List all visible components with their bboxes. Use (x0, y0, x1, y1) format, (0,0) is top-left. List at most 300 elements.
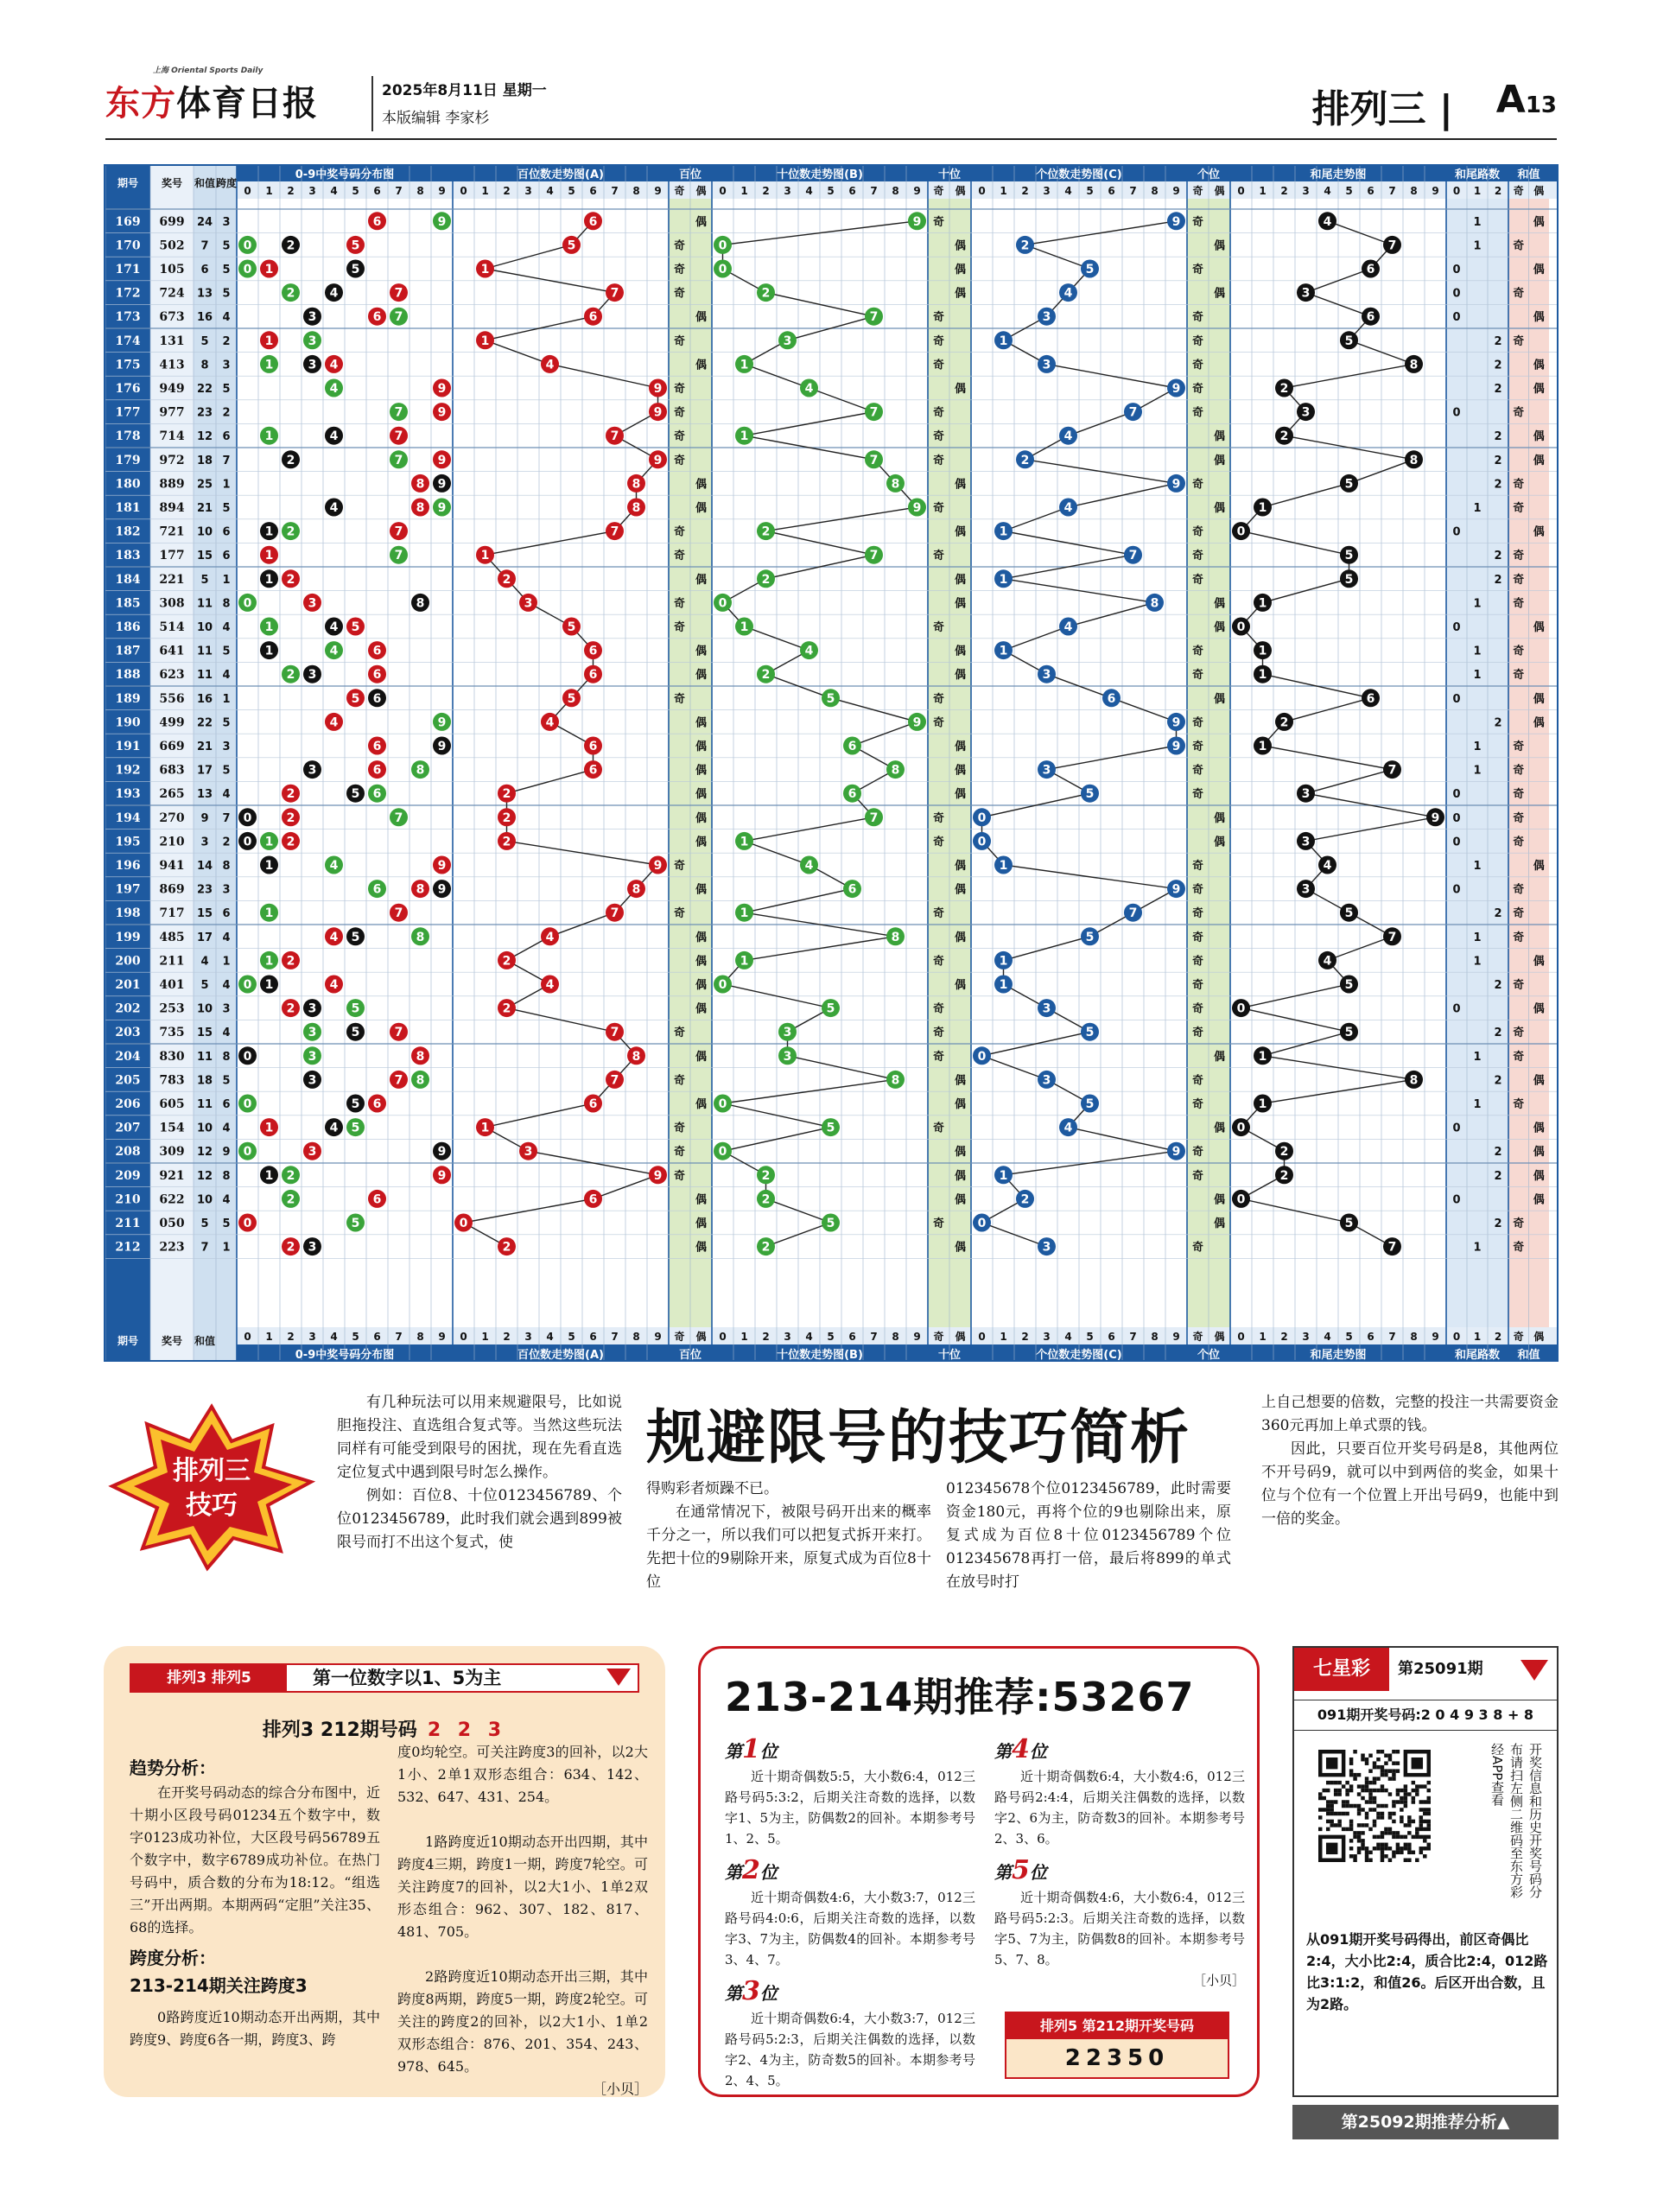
tens-ball-label: 0 (718, 978, 727, 992)
qr-module (1396, 1843, 1400, 1847)
distribution-ball-label: 5 (351, 1001, 360, 1016)
winning-number: 223 (159, 1240, 185, 1255)
tens-ball-label: 0 (718, 238, 727, 253)
tens-parity: 偶 (954, 239, 967, 253)
winning-number: 735 (159, 1026, 185, 1040)
distribution-ball-label: 4 (329, 644, 339, 658)
qr-module (1357, 1792, 1361, 1796)
tens-parity: 奇 (932, 334, 945, 348)
sum-tail-route: 1 (1473, 764, 1482, 778)
distribution-ball-label: 1 (264, 954, 274, 969)
qr-module (1381, 1831, 1384, 1834)
qr-module (1423, 1800, 1426, 1803)
qr-module (1412, 1835, 1415, 1839)
distribution-ball-label: 3 (308, 1240, 317, 1255)
distribution-ball-label: 2 (286, 1168, 295, 1183)
sum-tail-ball-label: 7 (1387, 930, 1397, 944)
span-route-1-text: 1路跨度近10期动态开出四期，其中跨度4三期，跨度1一期，跨度7轮空。可关注跨度7的回补，以2大1小、1单2双形态组合：962、307、182、817、481、705。 (397, 1834, 648, 1940)
sum-tail-route: 0 (1452, 525, 1461, 539)
position-5-block (994, 1856, 1245, 1991)
column-digit-label: 4 (805, 185, 813, 197)
span-value: 6 (222, 907, 231, 921)
qr-module (1337, 1781, 1341, 1784)
ones-parity: 奇 (1191, 979, 1204, 992)
footer-group-title: 十位 (937, 1349, 962, 1362)
ones-parity: 奇 (1191, 955, 1204, 969)
tens-ball-label: 0 (718, 596, 727, 611)
ones-parity: 奇 (1191, 788, 1204, 802)
qr-module (1404, 1800, 1407, 1803)
qr-module (1376, 1765, 1380, 1769)
tens-ball-label: 9 (912, 214, 922, 229)
winning-number: 724 (159, 286, 185, 301)
column-digit-label: 6 (1367, 185, 1374, 197)
sum-value: 5 (200, 573, 209, 587)
position-heading-prefix: 第 (725, 1983, 742, 2004)
qr-module (1381, 1789, 1384, 1792)
ones-parity: 偶 (1213, 1217, 1226, 1230)
footer-group-title: 百位数走势图(A) (517, 1349, 604, 1362)
column-digit-label: 5 (352, 185, 359, 197)
ones-parity: 奇 (1191, 1098, 1204, 1111)
span-value: 4 (222, 979, 231, 992)
tens-parity: 偶 (954, 860, 967, 873)
distribution-ball-label: 1 (264, 429, 274, 444)
column-digit-label: 1 (1473, 185, 1482, 197)
tens-ball-label: 0 (718, 1097, 727, 1111)
span-value: 4 (222, 1122, 231, 1135)
issue-number: 212 (115, 1240, 141, 1255)
distribution-ball-label: 3 (308, 358, 317, 372)
issue-number: 183 (115, 549, 141, 563)
hundreds-parity: 奇 (673, 383, 686, 396)
sum-parity: 奇 (1513, 550, 1525, 563)
column-digit-label: 奇 (933, 185, 944, 197)
tens-ball-label: 8 (891, 930, 900, 944)
article-column-1 (337, 1391, 622, 1554)
distribution-ball-label: 2 (286, 238, 295, 253)
qr-module (1342, 1812, 1345, 1815)
qr-module (1407, 1792, 1411, 1796)
distribution-ball-label: 8 (416, 882, 425, 897)
hundreds-ball-label: 5 (567, 238, 576, 253)
column-digit-label: 6 (373, 1331, 381, 1343)
section-title: 排列三 | (1311, 87, 1453, 131)
winning-number: 556 (159, 691, 185, 706)
column-digit-label: 2 (287, 1331, 295, 1343)
winning-number: 669 (159, 740, 185, 753)
ones-parity: 奇 (1191, 573, 1204, 587)
qr-module (1407, 1851, 1411, 1854)
sum-tail-route: 2 (1494, 454, 1502, 467)
qr-module (1396, 1761, 1400, 1764)
distribution-ball-label: 9 (437, 405, 447, 420)
qr-module (1392, 1835, 1395, 1839)
tens-ball-label: 7 (869, 549, 879, 563)
distribution-ball-label: 0 (243, 1217, 252, 1230)
qr-module (1353, 1750, 1356, 1753)
ones-ball-label: 5 (1085, 1026, 1095, 1040)
hundreds-parity: 奇 (673, 692, 686, 706)
distribution-ball-label: 7 (394, 810, 403, 825)
qr-module (1419, 1808, 1423, 1811)
qr-module (1427, 1820, 1431, 1823)
sum-value: 11 (196, 669, 213, 683)
hundreds-ball-label: 2 (502, 810, 511, 825)
ones-ball-label: 9 (1171, 214, 1181, 229)
issue-number: 210 (115, 1192, 141, 1207)
ones-ball-label: 4 (1063, 429, 1073, 444)
qr-module (1361, 1831, 1364, 1834)
header-group-title: 和值 (1517, 168, 1540, 181)
ones-ball-label: 0 (977, 1217, 987, 1230)
sum-parity: 偶 (1533, 454, 1545, 467)
tens-parity: 偶 (954, 645, 967, 658)
sum-tail-ball-label: 5 (1344, 572, 1354, 587)
qr-module (1368, 1769, 1372, 1772)
qr-module (1368, 1781, 1372, 1784)
distribution-ball-label: 1 (264, 334, 274, 348)
ones-parity: 奇 (1191, 1146, 1204, 1160)
distribution-ball-label: 9 (437, 1145, 447, 1160)
column-digit-label: 1 (265, 185, 273, 197)
ones-ball-label: 7 (1128, 906, 1138, 921)
header-group-title: 和尾走势图 (1310, 168, 1367, 181)
column-digit-label: 奇 (674, 1331, 685, 1343)
distribution-ball-label: 7 (394, 1026, 403, 1040)
position-heading-prefix: 第 (725, 1862, 742, 1883)
trend-analysis-heading: 趋势分析： (130, 1758, 216, 1778)
distribution-ball-label: 3 (308, 1049, 317, 1064)
sum-parity: 奇 (1513, 645, 1525, 658)
qr-module (1368, 1800, 1372, 1803)
ones-ball-label: 1 (999, 1168, 1008, 1183)
winning-number: 413 (159, 358, 185, 372)
distribution-ball-label: 8 (416, 763, 425, 778)
distribution-ball-label: 6 (372, 1192, 382, 1207)
article-badge (104, 1400, 320, 1573)
hundreds-parity: 奇 (673, 264, 686, 276)
qr-module (1373, 1781, 1376, 1784)
distribution-ball-label: 2 (286, 668, 295, 683)
qr-code-icon[interactable] (1318, 1750, 1431, 1862)
qr-module (1345, 1800, 1349, 1803)
tens-ball-label: 0 (718, 1145, 727, 1160)
sum-tail-ball-label: 5 (1344, 549, 1354, 563)
position-5-text: 近十期奇偶数4:6，大小数6:4，012三路号码5:2:3。后期关注奇数的选择，以数字5、7为主，防偶数8的回补。本期参考号5、7、8。 (994, 1890, 1245, 1967)
qr-module (1384, 1854, 1387, 1858)
qr-module (1318, 1827, 1322, 1831)
distribution-ball-label: 4 (329, 429, 339, 444)
qr-module (1373, 1820, 1376, 1823)
span-value: 4 (222, 669, 231, 683)
tens-ball-label: 5 (826, 1001, 835, 1016)
tens-parity: 偶 (954, 883, 967, 897)
distribution-ball-label: 6 (372, 740, 382, 753)
position-4-block (994, 1735, 1245, 1849)
hundreds-ball-label: 2 (502, 787, 511, 802)
tens-parity: 偶 (954, 1146, 967, 1160)
column-digit-label: 7 (1388, 185, 1396, 197)
column-digit-label: 9 (1172, 185, 1180, 197)
page-number (1496, 78, 1557, 122)
column-digit-label: 2 (1280, 185, 1288, 197)
distribution-ball-label: 3 (308, 1145, 317, 1160)
ones-ball-label: 1 (999, 524, 1008, 539)
qr-module (1322, 1789, 1325, 1792)
tens-ball-label: 1 (740, 954, 749, 969)
column-digit-label: 奇 (674, 185, 685, 197)
qr-module (1376, 1758, 1380, 1761)
hundreds-ball-label: 6 (588, 214, 598, 229)
qr-module (1337, 1812, 1341, 1815)
qr-module (1357, 1808, 1361, 1811)
distribution-ball-label: 1 (264, 1121, 274, 1135)
column-digit-label: 0 (244, 185, 251, 197)
hundreds-ball-label: 2 (502, 954, 511, 969)
qr-module (1407, 1820, 1411, 1823)
hundreds-ball-label: 4 (545, 358, 555, 372)
winning-number: 869 (159, 882, 185, 897)
distribution-ball-label: 8 (416, 1049, 425, 1064)
sum-parity: 偶 (1533, 383, 1545, 396)
distribution-ball-label: 2 (286, 835, 295, 849)
hundreds-parity: 奇 (673, 406, 686, 420)
tens-ball-label: 3 (783, 1049, 792, 1064)
column-digit-label: 3 (784, 1331, 791, 1343)
sum-value: 5 (200, 979, 209, 992)
qr-module (1381, 1773, 1384, 1777)
qr-module (1381, 1815, 1384, 1819)
issue-number: 180 (115, 477, 141, 492)
article-paragraph: 因此，只要百位开奖号码是8，其他两位不开号码9，就可以中到两倍的奖金，如果十位与个位有一个位置上开出号码9，也能中到一倍的奖金。 (1261, 1440, 1559, 1528)
column-digit-label: 7 (1129, 1331, 1137, 1343)
column-digit-label: 1 (1000, 1331, 1007, 1343)
winning-number: 717 (159, 906, 185, 921)
qr-module (1392, 1750, 1395, 1753)
badge-text-2: 技巧 (186, 1491, 238, 1521)
hundreds-parity: 偶 (695, 788, 708, 802)
column-digit-label: 奇 (933, 1331, 944, 1343)
recommendation-title: 213-214期推荐:53267 (725, 1674, 1195, 1720)
distribution-ball-label: 0 (243, 263, 252, 276)
ones-ball-label: 1 (999, 978, 1008, 992)
span-value: 8 (222, 597, 231, 611)
ones-ball-label: 1 (999, 644, 1008, 658)
sum-tail-ball-label: 5 (1344, 906, 1354, 921)
tens-parity: 奇 (932, 1217, 945, 1230)
hundreds-parity: 偶 (695, 955, 708, 969)
tens-parity: 奇 (932, 836, 945, 849)
qxc-analysis: 从091期开奖号码得出，前区奇偶比2:4，大小比2:4，质合比2:4，012路比3:1:2，和值26。后区开出合数，且为2路。 (1306, 1931, 1548, 2012)
column-digit-label: 3 (1302, 1331, 1310, 1343)
issue-number: 189 (115, 691, 141, 706)
qr-module (1384, 1847, 1387, 1850)
issue-number: 196 (115, 859, 141, 873)
hundreds-parity: 偶 (695, 1098, 708, 1111)
hundreds-ball-label: 9 (653, 859, 663, 873)
tens-ball-label: 1 (740, 906, 749, 921)
qr-module (1373, 1789, 1376, 1792)
qr-module (1396, 1769, 1400, 1772)
issue-number: 179 (115, 453, 141, 467)
qr-module (1361, 1847, 1364, 1850)
ones-ball-label: 4 (1063, 1121, 1073, 1135)
qr-module (1407, 1843, 1411, 1847)
qr-module (1419, 1784, 1423, 1788)
sum-tail-route: 2 (1494, 1027, 1502, 1040)
ones-ball-label: 0 (977, 1049, 987, 1064)
sum-value: 14 (196, 860, 213, 873)
sum-tail-route: 0 (1452, 287, 1461, 301)
sum-tail-route: 0 (1452, 692, 1461, 706)
issue-number: 190 (115, 715, 141, 730)
sum-tail-route: 2 (1494, 907, 1502, 921)
qr-module (1349, 1789, 1353, 1792)
tens-ball-label: 8 (891, 763, 900, 778)
sum-parity: 奇 (1513, 287, 1525, 301)
sum-tail-ball-label: 7 (1387, 763, 1397, 778)
sum-tail-ball-label: 5 (1344, 1217, 1354, 1230)
trend-chart-svg (105, 166, 1559, 1362)
column-digit-label: 偶 (1533, 1331, 1545, 1343)
qr-module (1404, 1796, 1407, 1800)
tens-parity: 奇 (932, 907, 945, 921)
qr-module (1419, 1823, 1423, 1827)
qr-module (1326, 1781, 1330, 1784)
hundreds-ball-label: 8 (632, 882, 641, 897)
sum-parity: 奇 (1513, 907, 1525, 921)
sum-tail-route: 0 (1452, 883, 1461, 897)
tens-parity: 偶 (954, 1074, 967, 1088)
qr-module (1345, 1781, 1349, 1784)
hundreds-parity: 偶 (695, 311, 708, 325)
distribution-ball-label: 6 (372, 644, 382, 658)
sum-parity: 偶 (1533, 430, 1545, 444)
tens-parity: 奇 (932, 215, 945, 229)
ones-parity: 奇 (1191, 525, 1204, 539)
qr-module (1330, 1804, 1333, 1808)
qr-module (1365, 1761, 1368, 1764)
qr-module (1318, 1808, 1322, 1811)
column-digit-label: 6 (589, 185, 597, 197)
span-value: 5 (222, 264, 231, 276)
tens-parity: 偶 (954, 264, 967, 276)
sum-tail-route: 0 (1452, 621, 1461, 634)
tens-ball-label: 8 (891, 1073, 900, 1088)
qr-module (1400, 1851, 1403, 1854)
ones-ball-label: 4 (1063, 620, 1073, 634)
qr-module (1365, 1823, 1368, 1827)
column-digit-label: 9 (438, 1331, 446, 1343)
tens-parity: 偶 (954, 979, 967, 992)
qr-module (1384, 1773, 1387, 1777)
winning-number: 499 (159, 715, 185, 730)
qr-module (1373, 1765, 1376, 1769)
distribution-ball-label: 0 (243, 596, 252, 611)
qr-module (1384, 1789, 1387, 1792)
hundreds-ball-label: 1 (480, 263, 490, 276)
distribution-ball-label: 1 (264, 572, 274, 587)
tens-ball-label: 3 (783, 334, 792, 348)
ones-parity: 奇 (1191, 550, 1204, 563)
qr-module (1337, 1792, 1341, 1796)
qr-module (1376, 1777, 1380, 1780)
distribution-ball-label: 4 (329, 1121, 339, 1135)
span-route-0-text: 度0均轮空。可关注跨度3的回补，以2大1小、2单1双形态组合：634、142、532、647、431、254。 (397, 1744, 648, 1805)
qr-module (1353, 1854, 1356, 1858)
sum-value: 6 (200, 264, 209, 276)
position-heading-suffix: 位 (759, 1983, 778, 2004)
hundreds-ball-label: 1 (480, 334, 490, 348)
qr-module (1349, 1761, 1353, 1764)
qr-module (1373, 1761, 1376, 1764)
left-column-header: 和值 (194, 177, 216, 189)
hundreds-ball-label: 4 (545, 715, 555, 730)
winning-number: 673 (159, 310, 185, 325)
qr-module (1334, 1789, 1337, 1792)
column-digit-label: 9 (654, 185, 662, 197)
tens-ball-label: 1 (740, 835, 749, 849)
qxc-draw-number: 091期开奖号码:2 0 4 9 3 8 + 8 (1294, 1700, 1557, 1731)
span-value: 4 (222, 1193, 231, 1207)
distribution-ball-label: 4 (329, 358, 339, 372)
distribution-ball-label: 9 (437, 214, 447, 229)
tens-ball-label: 6 (848, 787, 857, 802)
issue-number: 169 (115, 214, 141, 229)
issue-number: 193 (115, 787, 141, 802)
tens-ball-label: 7 (869, 405, 879, 420)
hundreds-ball-label: 6 (588, 1097, 598, 1111)
position-1-text: 近十期奇偶数5:5，大小数6:4，012三路号码5:3:2，后期关注奇数的选择，以数字1、5为主，防偶数2的回补。本期参考号1、2、5。 (725, 1769, 975, 1847)
ones-parity: 奇 (1191, 716, 1204, 730)
distribution-ball-label: 7 (394, 429, 403, 444)
distribution-ball-label: 2 (286, 787, 295, 802)
ones-ball-label: 3 (1042, 358, 1051, 372)
winning-number: 502 (159, 238, 185, 253)
span-value: 8 (222, 860, 231, 873)
sum-tail-ball-label: 4 (1323, 859, 1332, 873)
column-digit-label: 6 (1108, 185, 1115, 197)
sum-tail-ball-label: 9 (1431, 810, 1440, 825)
winning-number: 105 (159, 263, 185, 276)
column-digit-label: 2 (762, 185, 770, 197)
ones-parity: 奇 (1191, 264, 1204, 276)
hundreds-ball-label: 7 (610, 286, 619, 301)
sum-value: 23 (196, 883, 213, 897)
column-digit-label: 偶 (1533, 185, 1545, 197)
qr-module (1337, 1820, 1341, 1823)
hundreds-parity: 偶 (695, 931, 708, 944)
sum-value: 11 (196, 645, 213, 658)
qr-module (1365, 1758, 1368, 1761)
ones-parity: 奇 (1191, 334, 1204, 348)
distribution-ball-label: 4 (329, 859, 339, 873)
winning-number: 308 (159, 596, 185, 611)
qr-module (1353, 1859, 1356, 1862)
ones-parity: 奇 (1191, 764, 1204, 778)
header-group-title: 和尾路数 (1454, 168, 1501, 181)
winning-number: 270 (159, 810, 185, 825)
sum-parity: 奇 (1513, 1217, 1525, 1230)
qr-module (1412, 1800, 1415, 1803)
box1-left-column (130, 1754, 380, 2051)
qr-module (1330, 1812, 1333, 1815)
sum-value: 10 (196, 621, 213, 634)
hundreds-parity: 奇 (673, 1146, 686, 1160)
ones-parity: 奇 (1191, 311, 1204, 325)
issue-number: 175 (115, 358, 141, 372)
